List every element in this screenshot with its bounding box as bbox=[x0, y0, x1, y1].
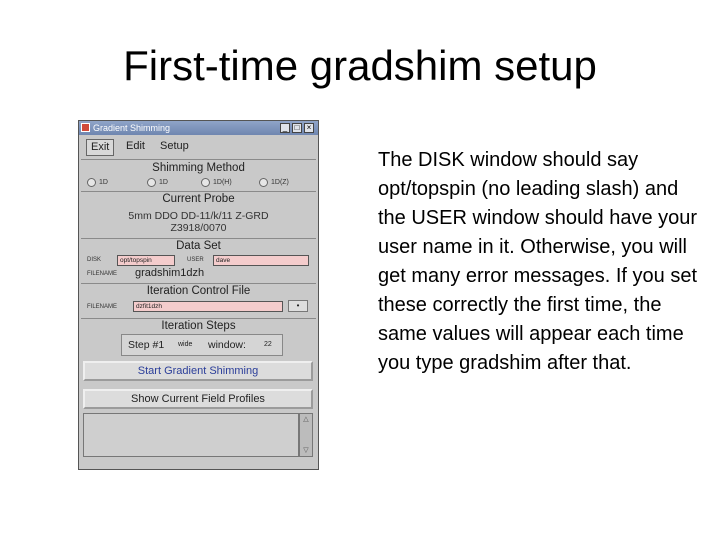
gradient-shimming-window bbox=[78, 120, 319, 470]
menu-edit[interactable]: Edit bbox=[126, 140, 145, 152]
output-area[interactable] bbox=[83, 413, 299, 457]
radio-icon bbox=[259, 178, 268, 187]
data-set-title: Data Set bbox=[176, 240, 221, 252]
disk-input[interactable]: opt/topspin bbox=[117, 255, 175, 266]
step-row[interactable] bbox=[121, 334, 283, 356]
menu-setup[interactable]: Setup bbox=[160, 140, 189, 152]
radio-icon bbox=[147, 178, 156, 187]
current-probe-section bbox=[81, 191, 316, 238]
menu-exit[interactable]: Exit bbox=[86, 139, 114, 156]
control-filename-input[interactable]: dzfit1dzh bbox=[133, 301, 283, 312]
show-field-profiles-button[interactable]: Show Current Field Profiles bbox=[83, 389, 313, 409]
probe-id: Z3918/0070 bbox=[170, 222, 227, 234]
scroll-down-icon[interactable]: ▽ bbox=[303, 447, 309, 454]
start-gradient-shimming-button[interactable]: Start Gradient Shimming bbox=[83, 361, 313, 381]
method-option[interactable]: 1D bbox=[147, 177, 168, 189]
window-value: 22 bbox=[264, 341, 272, 348]
maximize-icon[interactable]: □ bbox=[292, 123, 302, 133]
filename-label: FILENAME bbox=[87, 271, 118, 277]
radio-icon bbox=[201, 178, 210, 187]
app-icon bbox=[81, 123, 90, 132]
step-label: Step #1 bbox=[128, 339, 165, 351]
user-input[interactable]: dave bbox=[213, 255, 309, 266]
method-option[interactable]: 1D bbox=[87, 177, 108, 189]
slide-body-text: The DISK window should say opt/topspin (no leading slash) and the USER window should have your user name in it. Otherwise, you will get many error messages. If you set these correctly the first time, the same values will appear each time you type gradshim after that. bbox=[378, 149, 698, 374]
browse-button[interactable]: • bbox=[288, 300, 308, 312]
shimming-method-section bbox=[81, 159, 316, 190]
dataset-filename: gradshim1dzh bbox=[135, 267, 205, 279]
shimming-method-title: Shimming Method bbox=[152, 162, 245, 174]
control-filename-label: FILENAME bbox=[87, 304, 118, 310]
iteration-control-title: Iteration Control File bbox=[146, 285, 251, 297]
wide-label: wide bbox=[178, 341, 193, 348]
window-title: Gradient Shimming bbox=[93, 123, 171, 133]
slide-title: First-time gradshim setup bbox=[123, 42, 597, 89]
scroll-up-icon[interactable]: △ bbox=[303, 416, 309, 423]
user-label: USER bbox=[187, 257, 204, 263]
iteration-control-section bbox=[81, 283, 316, 318]
iteration-steps-section bbox=[81, 318, 316, 359]
current-probe-title: Current Probe bbox=[162, 193, 235, 205]
shimming-method-options bbox=[85, 177, 317, 189]
radio-icon bbox=[87, 178, 96, 187]
menubar bbox=[80, 137, 317, 155]
iteration-steps-title: Iteration Steps bbox=[161, 320, 236, 332]
probe-name: 5mm DDO DD-11/k/11 Z-GRD bbox=[128, 210, 269, 222]
window-label: window: bbox=[208, 339, 246, 351]
data-set-section bbox=[81, 238, 316, 283]
disk-label: DISK bbox=[87, 257, 102, 263]
minimize-icon[interactable]: _ bbox=[280, 123, 290, 133]
window-titlebar[interactable] bbox=[79, 121, 318, 135]
output-scrollbar[interactable] bbox=[299, 413, 313, 457]
method-option[interactable]: 1D(H) bbox=[201, 177, 232, 189]
close-icon[interactable]: × bbox=[304, 123, 314, 133]
method-option[interactable]: 1D(Z) bbox=[259, 177, 289, 189]
